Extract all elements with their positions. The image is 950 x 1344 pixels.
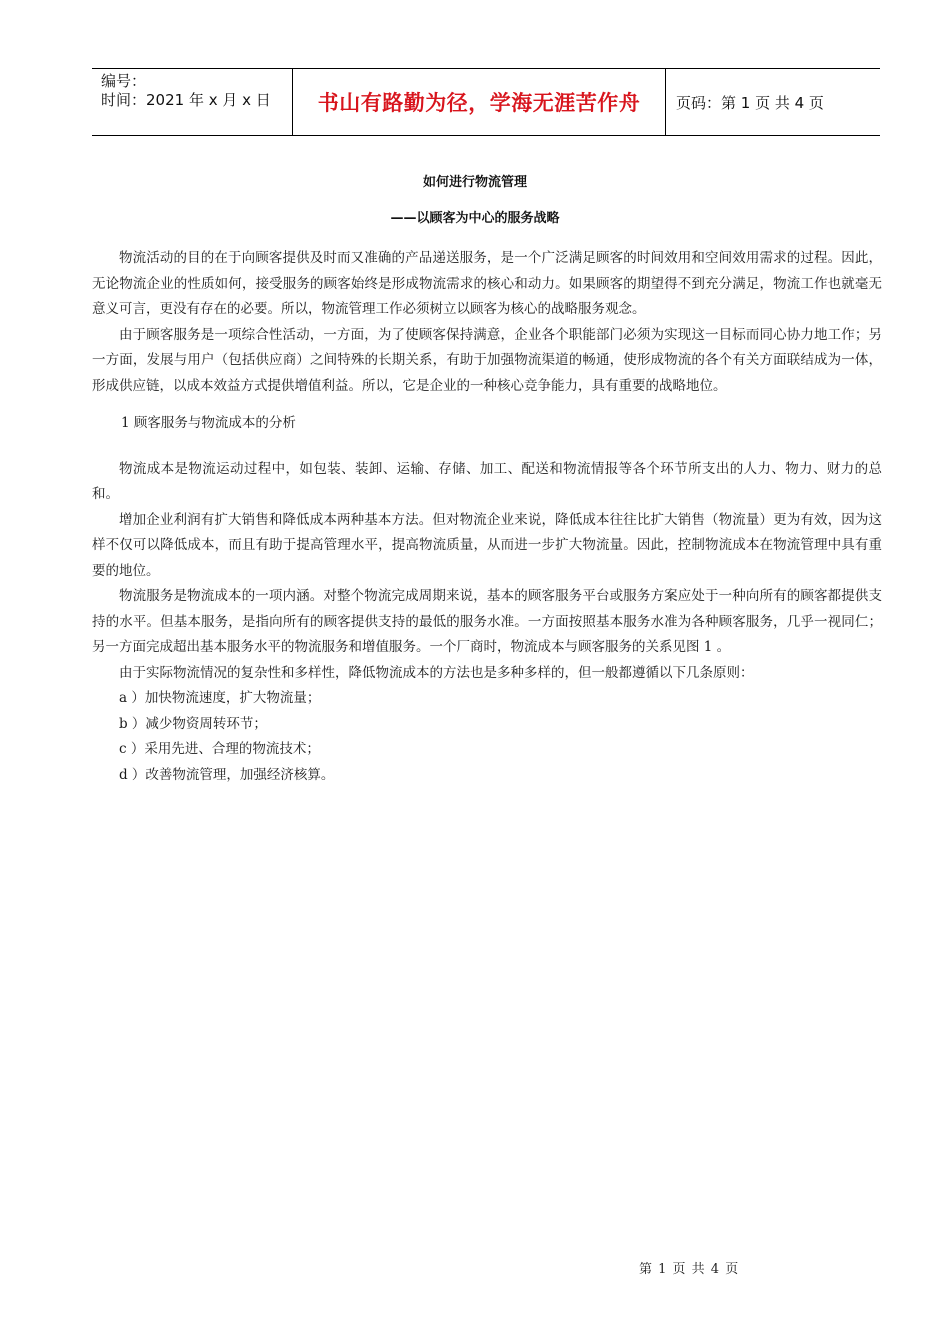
principle-item: b ）减少物资周转环节； [119, 715, 267, 732]
footer-page-number: 第 1 页 共 4 页 [639, 1262, 740, 1277]
body-paragraph: 物流服务是物流成本的一项内涵。对整个物流完成周期来说，基本的顾客服务平台或服务方案应处于一种向所有的顾客都提供支持的水平。但基本服务，是指向所有的顾客提供支持的最低的服务水准。一方面按照基本服务水准为各种顾客服务，几乎一视同仁；另一方面完成超出基本服务水平的物流服务和增值服务。一个厂商时，物流成本与顾客服务的关系见图 1 。 [92, 588, 882, 655]
principle-item: c ）采用先进、合理的物流技术； [119, 741, 320, 757]
body-paragraph: 由于实际物流情况的复杂性和多样性，降低物流成本的方法也是多种多样的，但一般都遵循以下几条原则： [119, 664, 754, 681]
body-paragraph: 增加企业利润有扩大销售和降低成本两种基本方法。但对物流企业来说，降低成本往往比扩大销售（物流量）更为有效，因为这样不仅可以降低成本，而且有助于提高管理水平，提高物流质量，从而进一步扩大物流量。因此，控制物流成本在物流管理中具有重要的地位。 [92, 511, 882, 579]
document-time-label: 时间：2021 年 x 月 x 日 [101, 91, 271, 109]
page-header [92, 68, 880, 136]
header-motto: 书山有路勤为径，学海无涯苦作舟 [293, 69, 666, 135]
section-heading: 1 顾客服务与物流成本的分析 [121, 415, 296, 431]
document-title: 如何进行物流管理 [422, 175, 527, 190]
document-body [92, 246, 882, 788]
principle-item: a ）加快物流速度，扩大物流量； [119, 690, 321, 706]
body-paragraph: 物流成本是物流运动过程中，如包装、装卸、运输、存储、加工、配送和物流情报等各个环节所支出的人力、物力、财力的总和。 [92, 460, 882, 502]
principle-item: d ）改善物流管理，加强经济核算。 [119, 766, 335, 783]
document-number-label: 编号： [101, 72, 147, 90]
body-paragraph: 物流活动的目的在于向顾客提供及时而又准确的产品递送服务，是一个广泛满足顾客的时间效用和空间效用需求的过程。因此，无论物流企业的性质如何，接受服务的顾客始终是形成物流需求的核心和动力。如果顾客的期望得不到充分满足，物流工作也就毫无意义可言，更没有存在的必要。所以，物流管理工作必须树立以顾客为核心的战略服务观念。 [92, 250, 882, 317]
body-paragraph: 由于顾客服务是一项综合性活动，一方面，为了使顾客保持满意，企业各个职能部门必须为实现这一目标而同心协力地工作；另一方面，发展与用户（包括供应商）之间特殊的长期关系，有助于加强物流渠道的畅通，使形成物流的各个有关方面联结成为一体，形成供应链，以成本效益方式提供增值利益。所以，它是企业的一种核心竞争能力，具有重要的战略地位。 [92, 326, 882, 394]
header-meta [92, 69, 293, 135]
document-subtitle: ——以顾客为中心的服务战略 [390, 211, 560, 226]
header-page-number: 页码：第 1 页 共 4 页 [676, 93, 824, 112]
